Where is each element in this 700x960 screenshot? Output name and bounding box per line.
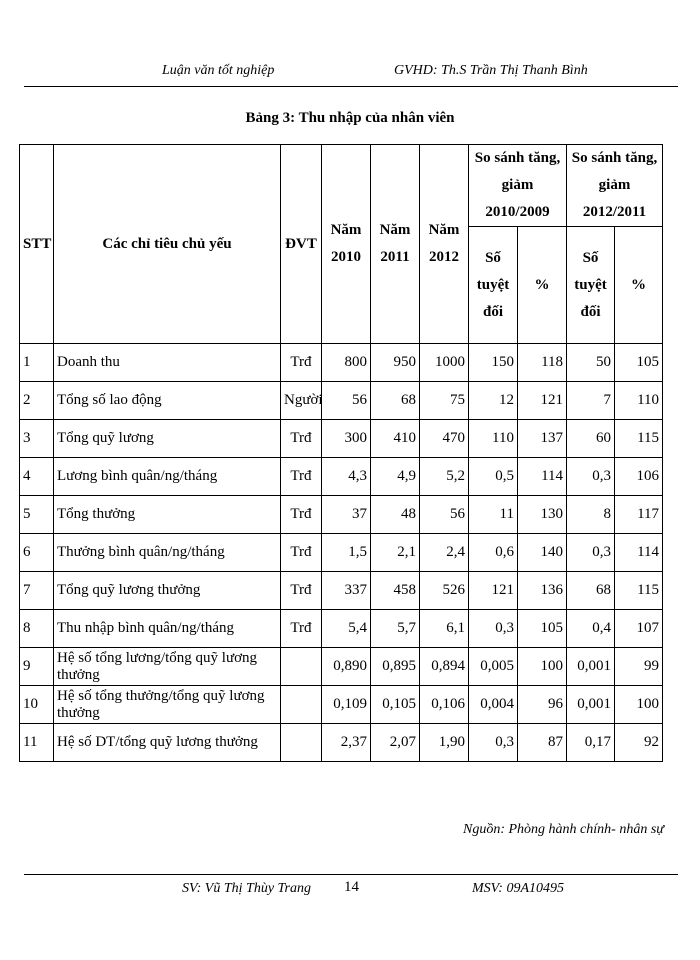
cell-unit: Trđ — [281, 572, 322, 610]
header-thesis-label: Luận văn tốt nghiệp — [162, 63, 275, 78]
cell-2011: 2,1 — [371, 534, 420, 572]
cell-absolute-1: 121 — [469, 572, 518, 610]
cell-percent-2: 105 — [615, 344, 663, 382]
cell-unit: Người — [281, 382, 322, 420]
cell-2011: 5,7 — [371, 610, 420, 648]
cell-indicator: Tổng thưởng — [54, 496, 281, 534]
cell-2011: 48 — [371, 496, 420, 534]
cell-absolute-2: 50 — [567, 344, 615, 382]
cell-unit: Trđ — [281, 534, 322, 572]
cell-2012: 75 — [420, 382, 469, 420]
cell-2010: 5,4 — [322, 610, 371, 648]
page-footer — [24, 874, 678, 905]
cell-stt: 5 — [20, 496, 54, 534]
header-percent-2: % — [615, 227, 663, 344]
cell-stt: 9 — [20, 648, 54, 686]
cell-percent-1: 136 — [518, 572, 567, 610]
cell-percent-1: 121 — [518, 382, 567, 420]
header-advisor: GVHD: Th.S Trần Thị Thanh Bình — [394, 63, 588, 78]
table-row — [20, 610, 663, 648]
cell-2010: 800 — [322, 344, 371, 382]
cell-stt: 8 — [20, 610, 54, 648]
cell-2011: 68 — [371, 382, 420, 420]
header-compare-2012-2011: So sánh tăng, giảm 2012/2011 — [567, 145, 663, 227]
cell-2011: 2,07 — [371, 724, 420, 762]
footer-student: SV: Vũ Thị Thùy Trang — [182, 881, 311, 896]
table-row — [20, 420, 663, 458]
cell-2011: 0,895 — [371, 648, 420, 686]
cell-indicator: Tổng số lao động — [54, 382, 281, 420]
cell-percent-2: 106 — [615, 458, 663, 496]
cell-percent-2: 114 — [615, 534, 663, 572]
cell-absolute-1: 0,5 — [469, 458, 518, 496]
cell-unit — [281, 648, 322, 686]
cell-absolute-1: 0,6 — [469, 534, 518, 572]
header-year-2010: Năm 2010 — [322, 145, 371, 344]
cell-2010: 0,890 — [322, 648, 371, 686]
cell-2012: 1000 — [420, 344, 469, 382]
cell-unit: Trđ — [281, 420, 322, 458]
table-row — [20, 534, 663, 572]
cell-absolute-2: 0,17 — [567, 724, 615, 762]
header-percent-1: % — [518, 227, 567, 344]
source-note: Nguồn: Phòng hành chính- nhân sự — [463, 822, 664, 837]
cell-indicator: Hệ số DT/tổng quỹ lương thưởng — [54, 724, 281, 762]
header-compare-2010-2009: So sánh tăng, giảm 2010/2009 — [469, 145, 567, 227]
page-header — [24, 60, 678, 87]
cell-absolute-1: 0,004 — [469, 686, 518, 724]
cell-2012: 470 — [420, 420, 469, 458]
cell-2011: 0,105 — [371, 686, 420, 724]
cell-percent-2: 100 — [615, 686, 663, 724]
cell-percent-2: 99 — [615, 648, 663, 686]
cell-percent-2: 107 — [615, 610, 663, 648]
cell-2012: 6,1 — [420, 610, 469, 648]
cell-absolute-2: 0,4 — [567, 610, 615, 648]
cell-absolute-2: 8 — [567, 496, 615, 534]
cell-percent-1: 118 — [518, 344, 567, 382]
cell-2012: 1,90 — [420, 724, 469, 762]
cell-indicator: Hệ số tổng thưởng/tổng quỹ lương thưởng — [54, 686, 281, 724]
cell-absolute-1: 150 — [469, 344, 518, 382]
cell-2010: 4,3 — [322, 458, 371, 496]
header-unit: ĐVT — [281, 145, 322, 344]
cell-2011: 458 — [371, 572, 420, 610]
cell-stt: 2 — [20, 382, 54, 420]
income-table — [19, 144, 663, 762]
table-body — [20, 344, 663, 762]
cell-percent-2: 115 — [615, 572, 663, 610]
cell-indicator: Lương bình quân/ng/tháng — [54, 458, 281, 496]
header-absolute-1: Số tuyệt đối — [469, 227, 518, 344]
cell-percent-2: 110 — [615, 382, 663, 420]
cell-percent-1: 140 — [518, 534, 567, 572]
cell-percent-1: 96 — [518, 686, 567, 724]
cell-absolute-2: 0,3 — [567, 458, 615, 496]
cell-absolute-2: 0,001 — [567, 686, 615, 724]
header-indicator: Các chỉ tiêu chủ yếu — [54, 145, 281, 344]
cell-stt: 7 — [20, 572, 54, 610]
cell-absolute-2: 0,001 — [567, 648, 615, 686]
cell-indicator: Doanh thu — [54, 344, 281, 382]
cell-percent-1: 105 — [518, 610, 567, 648]
cell-indicator: Hệ số tổng lương/tổng quỹ lương thưởng — [54, 648, 281, 686]
cell-2012: 56 — [420, 496, 469, 534]
cell-absolute-1: 0,005 — [469, 648, 518, 686]
header-stt: STT — [20, 145, 54, 344]
cell-indicator: Thu nhập bình quân/ng/tháng — [54, 610, 281, 648]
cell-percent-1: 87 — [518, 724, 567, 762]
cell-absolute-1: 0,3 — [469, 610, 518, 648]
table-row — [20, 572, 663, 610]
cell-percent-1: 100 — [518, 648, 567, 686]
cell-stt: 10 — [20, 686, 54, 724]
cell-2010: 0,109 — [322, 686, 371, 724]
page-number: 14 — [344, 879, 359, 895]
cell-percent-1: 114 — [518, 458, 567, 496]
table-row — [20, 724, 663, 762]
cell-2010: 1,5 — [322, 534, 371, 572]
cell-percent-1: 130 — [518, 496, 567, 534]
cell-2010: 37 — [322, 496, 371, 534]
cell-2011: 4,9 — [371, 458, 420, 496]
table-row — [20, 344, 663, 382]
cell-2012: 5,2 — [420, 458, 469, 496]
footer-student-id: MSV: 09A10495 — [472, 881, 565, 896]
table-row — [20, 496, 663, 534]
table-row — [20, 458, 663, 496]
header-absolute-2: Số tuyệt đối — [567, 227, 615, 344]
cell-percent-1: 137 — [518, 420, 567, 458]
cell-unit: Trđ — [281, 496, 322, 534]
cell-2012: 526 — [420, 572, 469, 610]
cell-2012: 0,894 — [420, 648, 469, 686]
cell-indicator: Tổng quỹ lương — [54, 420, 281, 458]
cell-absolute-1: 11 — [469, 496, 518, 534]
cell-absolute-2: 0,3 — [567, 534, 615, 572]
cell-2011: 410 — [371, 420, 420, 458]
cell-percent-2: 92 — [615, 724, 663, 762]
cell-2010: 56 — [322, 382, 371, 420]
cell-2012: 2,4 — [420, 534, 469, 572]
cell-percent-2: 115 — [615, 420, 663, 458]
cell-unit: Trđ — [281, 344, 322, 382]
cell-2010: 337 — [322, 572, 371, 610]
cell-indicator: Tổng quỹ lương thưởng — [54, 572, 281, 610]
table-row — [20, 648, 663, 686]
cell-absolute-1: 110 — [469, 420, 518, 458]
cell-unit: Trđ — [281, 458, 322, 496]
cell-absolute-2: 68 — [567, 572, 615, 610]
cell-stt: 4 — [20, 458, 54, 496]
cell-2010: 300 — [322, 420, 371, 458]
cell-stt: 3 — [20, 420, 54, 458]
header-year-2012: Năm 2012 — [420, 145, 469, 344]
table-title: Bảng 3: Thu nhập của nhân viên — [245, 110, 455, 126]
header-year-2011: Năm 2011 — [371, 145, 420, 344]
cell-stt: 1 — [20, 344, 54, 382]
cell-indicator: Thưởng bình quân/ng/tháng — [54, 534, 281, 572]
cell-unit: Trđ — [281, 610, 322, 648]
cell-absolute-2: 60 — [567, 420, 615, 458]
cell-absolute-2: 7 — [567, 382, 615, 420]
cell-stt: 6 — [20, 534, 54, 572]
cell-absolute-1: 0,3 — [469, 724, 518, 762]
cell-2010: 2,37 — [322, 724, 371, 762]
cell-unit — [281, 686, 322, 724]
cell-2012: 0,106 — [420, 686, 469, 724]
cell-stt: 11 — [20, 724, 54, 762]
table-row — [20, 686, 663, 724]
cell-unit — [281, 724, 322, 762]
cell-percent-2: 117 — [615, 496, 663, 534]
table-row — [20, 382, 663, 420]
cell-absolute-1: 12 — [469, 382, 518, 420]
cell-2011: 950 — [371, 344, 420, 382]
